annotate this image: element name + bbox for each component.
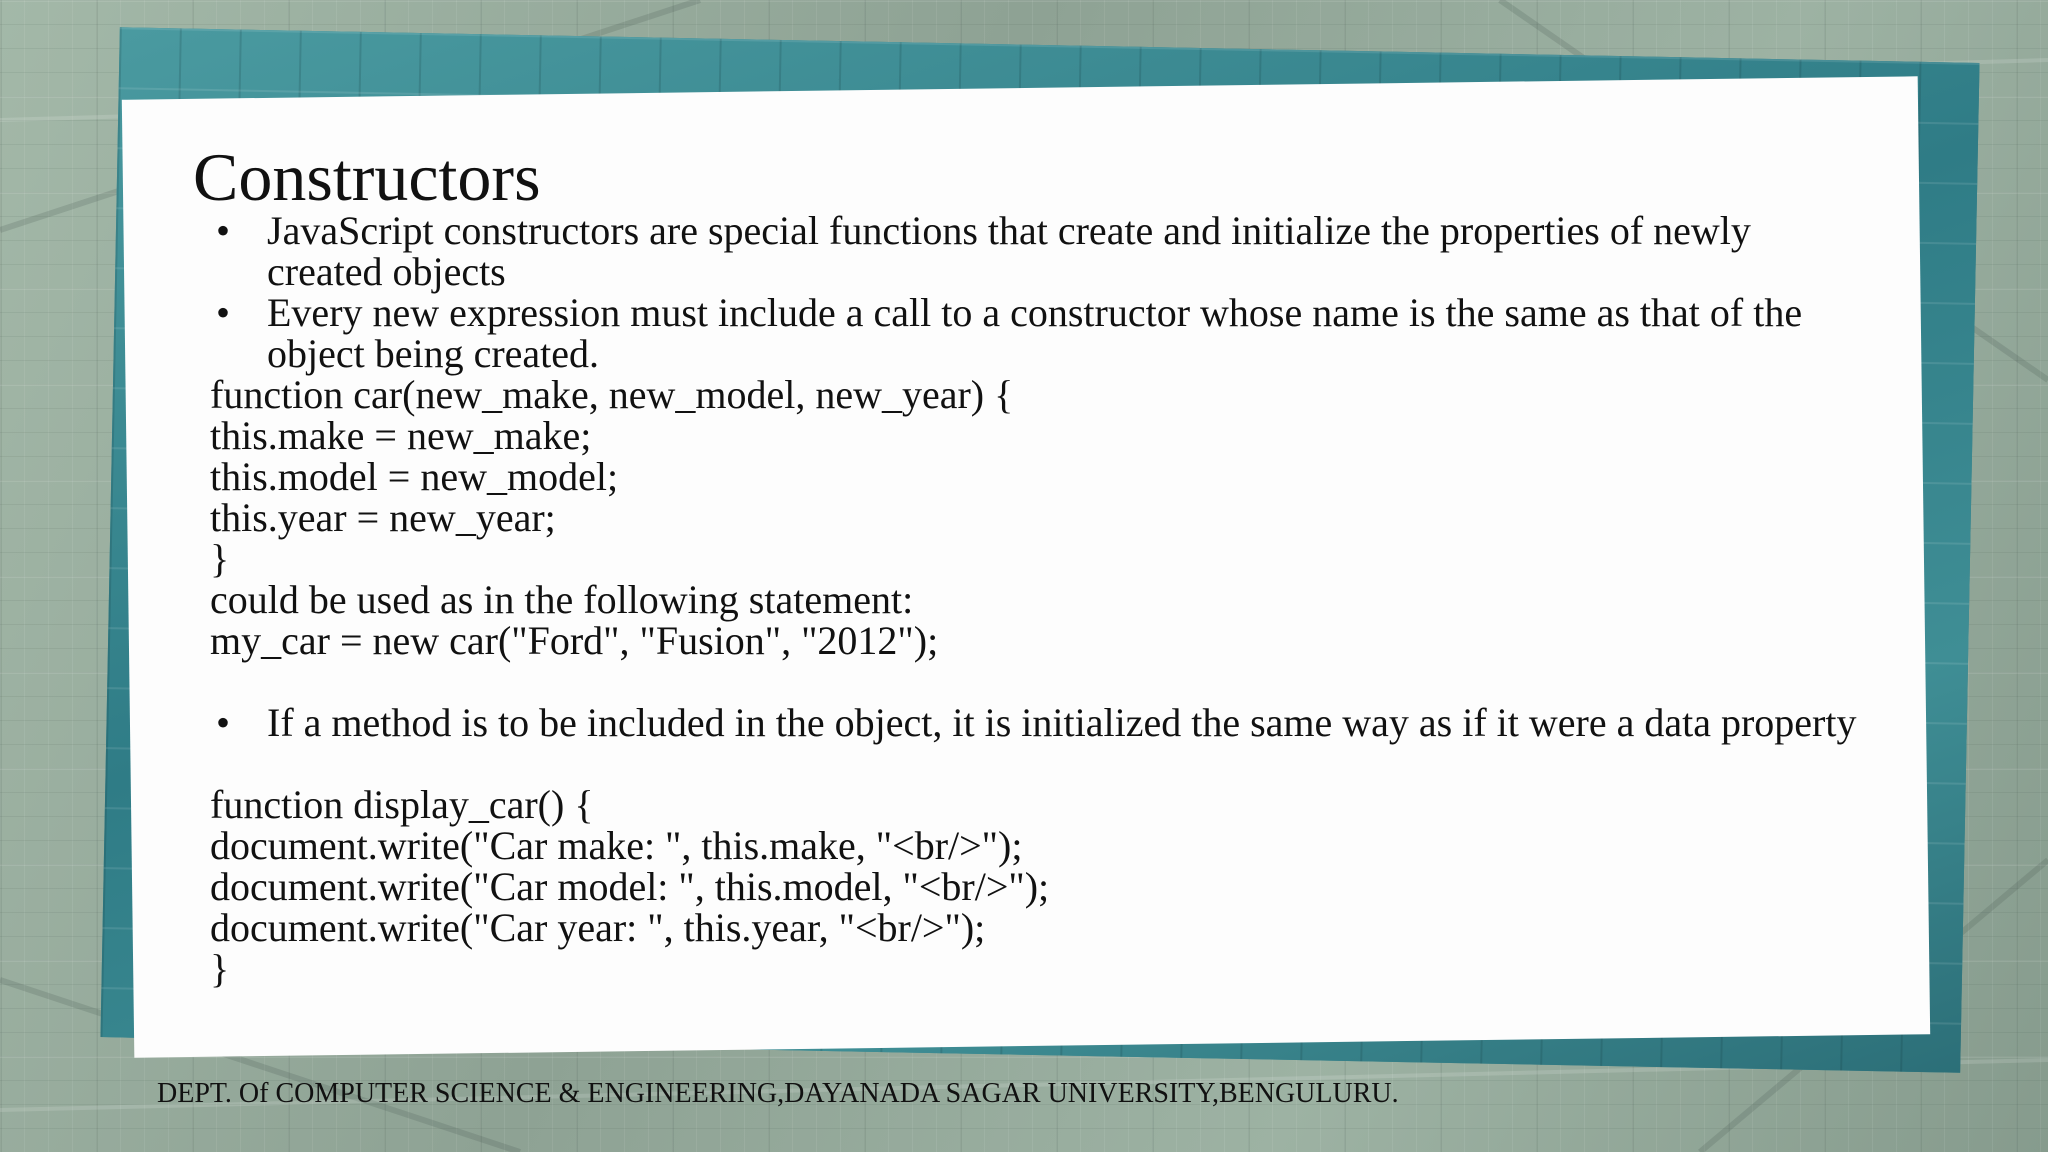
code-line: my_car = new car("Ford", "Fusion", "2012"); [210,618,939,663]
bullet-method-initialization [210,702,1860,743]
code-line: this.year = new_year; [210,495,556,540]
code-line: document.write("Car model: ", this.model, "<br/>"); [210,864,1050,909]
code-block-car-constructor [210,374,1860,661]
code-line: document.write("Car year: ", this.year, "<br/>"); [210,905,986,950]
code-line: could be used as in the following statement: [210,577,914,622]
bullet-marker: • [216,700,231,745]
bullet-constructors-definition [210,210,1860,292]
bullet-marker: • [216,208,231,253]
code-line: } [210,536,230,581]
bullet-text: If a method is to be included in the object, it is initialized the same way as if it were a data property [267,700,1857,745]
slide-title: Constructors [193,139,541,215]
spacer [210,743,1860,784]
footer-department: DEPT. Of COMPUTER SCIENCE & ENGINEERING,DAYANADA SAGAR UNIVERSITY,BENGULURU. [157,1078,1399,1109]
code-line: this.make = new_make; [210,413,592,458]
bullet-new-expression [210,292,1860,374]
slide-content [210,210,1860,989]
bullet-text: JavaScript constructors are special functions that create and initialize the properties of newly created objects [267,208,1751,294]
bullet-text: Every new expression must include a call to a constructor whose name is the same as that of the object being created. [267,290,1803,376]
code-line: function car(new_make, new_model, new_year) { [210,372,1014,417]
code-line: this.model = new_model; [210,454,619,499]
code-line: document.write("Car make: ", this.make, "<br/>"); [210,823,1023,868]
bullet-marker: • [216,290,231,335]
code-line: } [210,946,230,991]
code-line: function display_car() { [210,782,594,827]
spacer [210,661,1860,702]
code-block-display-car [210,784,1860,989]
